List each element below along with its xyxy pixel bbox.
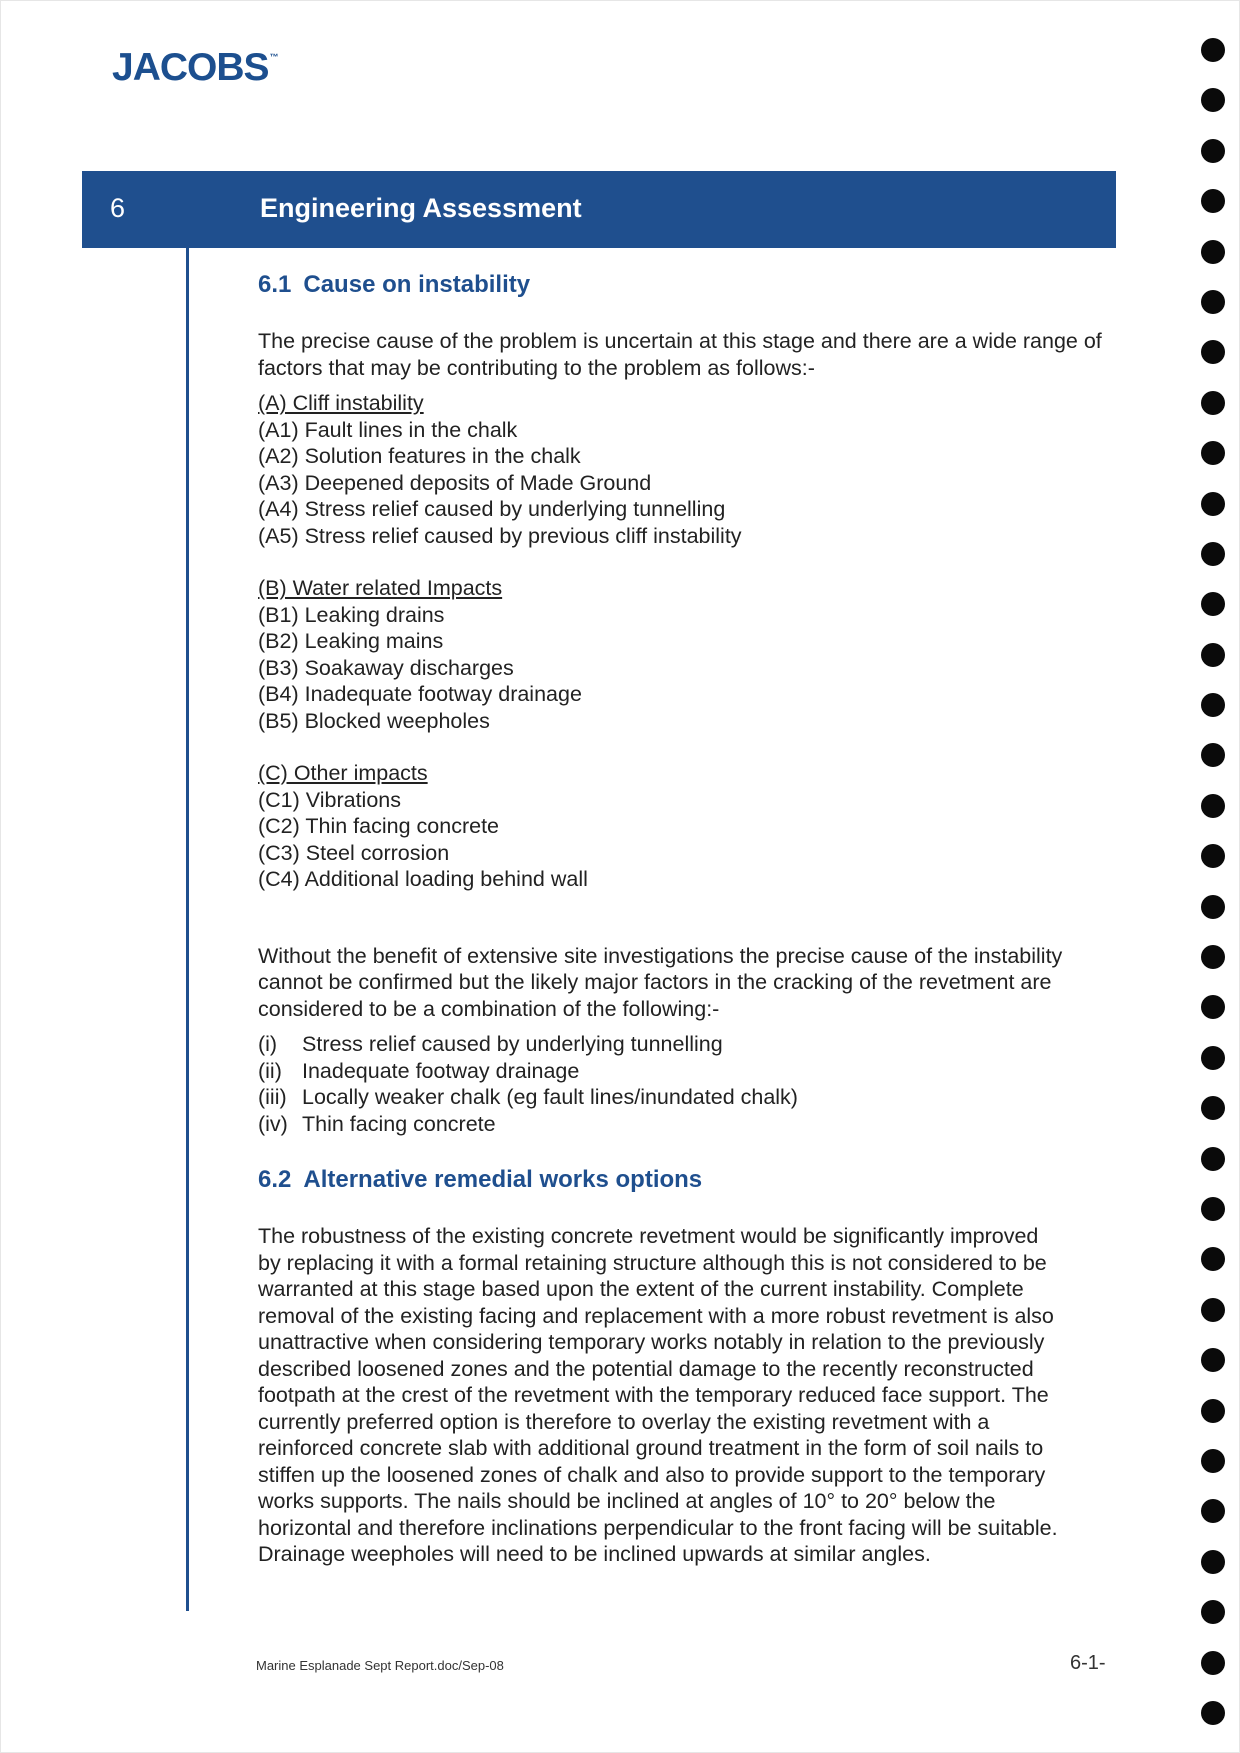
binding-hole [1201, 1449, 1225, 1473]
factor-numeral: (iv) [258, 1111, 288, 1136]
section-title: Engineering Assessment [260, 193, 582, 223]
binding-hole [1201, 1046, 1225, 1070]
paragraph-line: footpath at the crest of the revetment with the temporary reduced face support. The [258, 1383, 1049, 1407]
factor-row [258, 1058, 1108, 1085]
binding-hole [1201, 441, 1225, 465]
binding-hole [1201, 38, 1225, 62]
binding-hole [1201, 88, 1225, 112]
factor-numeral: (iii) [258, 1085, 287, 1109]
paragraph-line: reinforced concrete slab with additional ground treatment in the form of soil nails to [258, 1436, 1044, 1460]
list-item: (C3) Steel corrosion [258, 840, 450, 865]
heading-6-2 [258, 1165, 1108, 1195]
conclusion-paragraph: Without the benefit of extensive site investigations the precise cause of the instability cannot be confirmed but the likely major factors in the cracking of the revetment are considered to be a combination of the following:- [258, 943, 1063, 1021]
factor-numeral: (i) [258, 1032, 278, 1056]
list-item: (A5) Stress relief caused by previous cliff instability [258, 523, 742, 548]
footer-filename: Marine Esplanade Sept Report.doc/Sep-08 [256, 1658, 504, 1673]
binding-hole [1201, 189, 1225, 213]
list-item: (B5) Blocked weepholes [258, 708, 490, 733]
paragraph-line: stiffen up the loosened zones of chalk and also to provide support to the temporary [258, 1462, 1046, 1487]
factor-row [258, 1111, 1108, 1138]
binding-hole [1201, 693, 1225, 717]
logo-trademark: ™ [269, 52, 278, 62]
factor-row [258, 1084, 1108, 1111]
binding-hole [1201, 895, 1225, 919]
group-c [258, 760, 1108, 893]
group-a [258, 390, 1108, 549]
binding-hole [1201, 1348, 1225, 1372]
paragraph-line: works supports. The nails should be inclined at angles of 10° to 20° below the [258, 1489, 996, 1513]
list-item: (C4) Additional loading behind wall [258, 867, 588, 891]
binding-hole [1201, 945, 1225, 969]
factor-text: Inadequate footway drainage [302, 1058, 580, 1083]
binding-hole [1201, 340, 1225, 364]
factor-text: Thin facing concrete [302, 1111, 496, 1136]
footer-page-number: 6-1- [1070, 1652, 1106, 1674]
intro-paragraph: The precise cause of the problem is uncertain at this stage and there are a wide range of factors that may be contributing to the problem as follows:- [258, 329, 1102, 380]
binding-hole [1201, 240, 1225, 264]
heading-6-1-title: Cause on instability [303, 271, 531, 298]
heading-6-2-number: 6.2 [258, 1166, 292, 1193]
binding-hole [1201, 1550, 1225, 1574]
heading-6-1-number: 6.1 [258, 271, 292, 298]
jacobs-logo [112, 46, 278, 90]
binding-hole [1201, 492, 1225, 516]
paragraph-line: The robustness of the existing concrete revetment would be significantly improved [258, 1224, 1039, 1248]
group-b-heading: (B) Water related Impacts [258, 576, 503, 600]
list-item: (A2) Solution features in the chalk [258, 444, 581, 468]
remedial-paragraph [258, 1223, 1108, 1568]
binding-hole [1201, 643, 1225, 667]
paragraph-line: described loosened zones and the potential damage to the recently reconstructed [258, 1356, 1034, 1381]
list-item: (C2) Thin facing concrete [258, 814, 499, 838]
group-b [258, 575, 1108, 734]
paragraph-line: Drainage weepholes will need to be inclined upwards at similar angles. [258, 1542, 931, 1566]
binding-hole [1201, 542, 1225, 566]
factor-row [258, 1031, 1108, 1058]
binding-hole [1201, 1399, 1225, 1423]
factors-list [258, 1031, 1108, 1137]
binding-hole [1201, 844, 1225, 868]
binding-hole [1201, 1096, 1225, 1120]
binding-hole [1201, 391, 1225, 415]
paragraph-line: horizontal and therefore inclinations perpendicular to the front facing will be suitable. [258, 1515, 1058, 1540]
list-item: (A1) Fault lines in the chalk [258, 417, 518, 442]
binding-hole [1201, 743, 1225, 767]
binding-hole [1201, 1147, 1225, 1171]
list-item: (A3) Deepened deposits of Made Ground [258, 470, 652, 495]
left-margin-rule [186, 248, 189, 1611]
binding-holes [1201, 38, 1227, 1751]
factor-text: Locally weaker chalk (eg fault lines/inundated chalk) [302, 1085, 798, 1109]
binding-hole [1201, 1298, 1225, 1322]
logo-text: JACOBS [112, 46, 269, 89]
section-number: 6 [110, 193, 126, 223]
binding-hole [1201, 1600, 1225, 1624]
binding-hole [1201, 139, 1225, 163]
paragraph-line: currently preferred option is therefore to overlay the existing revetment with a [258, 1409, 990, 1434]
list-item: (B1) Leaking drains [258, 602, 445, 627]
paragraph-line: removal of the existing facing and replacement with a more robust revetment is also [258, 1303, 1054, 1328]
binding-hole [1201, 995, 1225, 1019]
binding-hole [1201, 592, 1225, 616]
list-item: (C1) Vibrations [258, 787, 401, 812]
binding-hole [1201, 1701, 1225, 1725]
factor-text: Stress relief caused by underlying tunnelling [302, 1032, 723, 1056]
heading-6-1 [258, 270, 1108, 300]
list-item: (B3) Soakaway discharges [258, 655, 514, 680]
list-item: (B2) Leaking mains [258, 629, 444, 653]
factor-numeral: (ii) [258, 1058, 282, 1083]
main-content [258, 270, 1108, 1568]
binding-hole [1201, 794, 1225, 818]
paragraph-line: unattractive when considering temporary works notably in relation to the previously [258, 1330, 1045, 1354]
heading-6-2-title: Alternative remedial works options [303, 1166, 703, 1193]
list-item: (B4) Inadequate footway drainage [258, 682, 582, 706]
paragraph-line: by replacing it with a formal retaining structure although this is not considered to be [258, 1250, 1047, 1275]
section-banner [82, 171, 1116, 248]
paragraph-line: warranted at this stage based upon the extent of the current instability. Complete [258, 1277, 1024, 1301]
binding-hole [1201, 1651, 1225, 1675]
list-item: (A4) Stress relief caused by underlying tunnelling [258, 497, 726, 521]
group-c-heading: (C) Other impacts [258, 761, 428, 785]
binding-hole [1201, 1499, 1225, 1523]
binding-hole [1201, 290, 1225, 314]
binding-hole [1201, 1247, 1225, 1271]
binding-hole [1201, 1197, 1225, 1221]
group-a-heading: (A) Cliff instability [258, 391, 424, 415]
